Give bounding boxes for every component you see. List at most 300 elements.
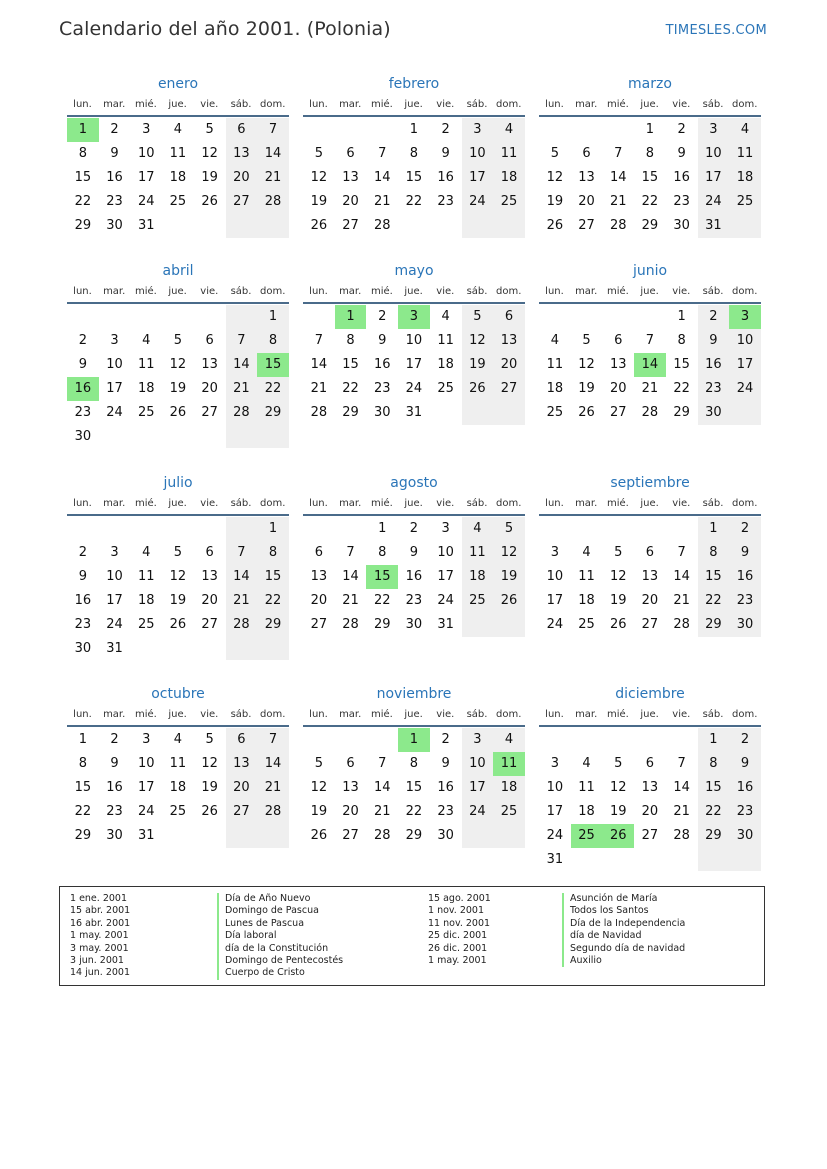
legend-dates-left: [70, 893, 130, 980]
weekday-label: jue.: [404, 709, 423, 720]
legend-date: 15 abr. 2001: [70, 905, 131, 917]
holiday-day: 25: [571, 824, 603, 848]
day-cell: 26: [310, 217, 328, 233]
day-cell: 21: [233, 380, 250, 396]
weekday-label: sáb.: [702, 99, 724, 110]
day-cell: 23: [106, 193, 123, 209]
header-rule: [303, 115, 525, 117]
day-cell: 24: [469, 803, 486, 819]
day-cell: 30: [437, 827, 454, 843]
day-cell: 25: [736, 193, 754, 209]
day-cell: 5: [314, 145, 323, 161]
weekday-label: dom.: [495, 709, 522, 720]
day-cell: 21: [264, 779, 282, 795]
day-cell: 16: [437, 779, 454, 795]
day-cell: 16: [736, 568, 754, 584]
day-cell: 25: [137, 616, 155, 632]
weekday-label: jue.: [404, 99, 423, 110]
day-cell: 17: [705, 169, 722, 185]
weekday-label: mié.: [134, 498, 157, 509]
day-cell: 13: [609, 356, 627, 372]
page-title: Calendario del año 2001. (Polonia): [59, 18, 391, 40]
weekday-label: vie.: [200, 286, 219, 297]
day-cell: 3: [110, 544, 119, 560]
day-cell: 31: [437, 616, 454, 632]
header-rule: [539, 115, 761, 117]
day-cell: 19: [169, 380, 187, 396]
day-cell: 21: [641, 380, 659, 396]
day-cell: 1: [378, 521, 387, 536]
day-cell: 22: [705, 803, 722, 819]
day-cell: 25: [437, 380, 454, 396]
legend-date: 1 nov. 2001: [428, 905, 484, 917]
day-cell: 24: [405, 380, 423, 396]
day-cell: 8: [709, 544, 718, 560]
day-cell: 14: [373, 779, 391, 795]
day-cell: 13: [342, 169, 359, 185]
weekday-label: mar.: [339, 709, 362, 720]
day-cell: 19: [609, 592, 627, 608]
day-cell: 13: [310, 568, 328, 584]
weekday-label: dom.: [259, 99, 286, 110]
day-cell: 10: [546, 779, 564, 795]
day-cell: 23: [74, 404, 92, 420]
day-cell: 18: [137, 592, 155, 608]
day-cell: 23: [673, 193, 690, 209]
day-cell: 27: [342, 827, 359, 843]
day-cell: 2: [378, 309, 387, 324]
day-cell: 26: [169, 404, 187, 420]
day-cell: 15: [264, 568, 282, 584]
holiday-day: 3: [729, 305, 761, 329]
day-cell: 11: [578, 568, 595, 584]
day-cell: 3: [110, 332, 119, 348]
weekday-label: mié.: [606, 709, 629, 720]
weekday-label: sáb.: [230, 498, 252, 509]
day-cell: 2: [677, 122, 686, 137]
day-cell: 19: [546, 193, 564, 209]
day-cell: 10: [106, 568, 123, 584]
day-cell: 12: [469, 332, 486, 348]
day-cell: 6: [645, 755, 655, 771]
day-cell: 21: [233, 592, 250, 608]
day-cell: 24: [546, 616, 564, 632]
day-cell: 16: [106, 169, 123, 185]
day-cell: 28: [641, 404, 659, 420]
day-cell: 16: [74, 592, 92, 608]
day-cell: 10: [437, 544, 454, 560]
weekday-label: jue.: [640, 498, 659, 509]
day-cell: 19: [578, 380, 595, 396]
day-cell: 18: [578, 592, 595, 608]
weekday-label: vie.: [436, 498, 455, 509]
day-grid: [539, 728, 761, 872]
day-cell: 12: [578, 356, 595, 372]
weekday-label: mié.: [134, 709, 157, 720]
day-cell: 2: [78, 544, 87, 560]
day-cell: 28: [264, 193, 282, 209]
day-cell: 23: [106, 803, 123, 819]
weekday-label: jue.: [404, 286, 423, 297]
legend-date: 11 nov. 2001: [428, 917, 491, 929]
header-rule: [67, 514, 289, 516]
day-cell: 14: [342, 568, 359, 584]
day-cell: 9: [441, 145, 450, 161]
day-cell: 31: [405, 404, 423, 420]
day-cell: 11: [437, 332, 454, 348]
day-cell: 29: [673, 404, 690, 420]
day-cell: 14: [233, 568, 250, 584]
day-cell: 17: [469, 169, 486, 185]
weekday-label: vie.: [436, 709, 455, 720]
weekday-label: lun.: [545, 99, 564, 110]
weekday-label: lun.: [73, 498, 92, 509]
header-rule: [303, 302, 525, 304]
day-cell: 2: [78, 332, 87, 348]
day-cell: 3: [473, 122, 482, 137]
day-cell: 25: [169, 193, 187, 209]
day-cell: 17: [106, 592, 123, 608]
day-cell: 11: [137, 356, 155, 372]
holiday-day: 1: [67, 118, 99, 142]
day-cell: 9: [409, 544, 419, 560]
day-cell: 18: [736, 169, 754, 185]
day-cell: 24: [106, 404, 123, 420]
weekday-header: [539, 704, 761, 725]
day-cell: 22: [74, 193, 92, 209]
day-cell: 12: [546, 169, 564, 185]
day-cell: 26: [469, 380, 486, 396]
weekday-header: [67, 704, 289, 725]
day-cell: 10: [469, 755, 486, 771]
day-cell: 27: [641, 616, 659, 632]
day-cell: 14: [373, 169, 391, 185]
weekday-label: mar.: [339, 498, 362, 509]
day-cell: 10: [137, 755, 155, 771]
day-cell: 1: [645, 122, 655, 137]
day-cell: 28: [342, 616, 359, 632]
day-cell: 7: [268, 122, 278, 137]
legend-holiday-name: Domingo de Pentecostés: [217, 955, 343, 967]
day-grid: [67, 517, 289, 661]
day-cell: 18: [469, 568, 486, 584]
day-cell: 18: [578, 803, 595, 819]
day-cell: 13: [578, 169, 595, 185]
day-cell: 14: [264, 145, 282, 161]
legend-dates-right: [428, 893, 491, 967]
day-cell: 5: [205, 122, 214, 137]
weekday-header: [539, 94, 761, 115]
day-cell: 1: [268, 309, 278, 324]
day-cell: 11: [137, 568, 155, 584]
legend-names-right: [562, 893, 685, 967]
day-cell: 26: [201, 803, 218, 819]
month-name: marzo: [628, 76, 672, 92]
weekday-label: dom.: [495, 286, 522, 297]
day-cell: 20: [578, 193, 595, 209]
weekday-label: mar.: [339, 99, 362, 110]
day-cell: 16: [405, 568, 423, 584]
day-cell: 27: [310, 616, 328, 632]
day-cell: 9: [740, 544, 750, 560]
day-cell: 30: [74, 640, 92, 656]
holiday-day: 11: [493, 752, 525, 776]
month-name: diciembre: [615, 686, 685, 702]
day-cell: 20: [342, 193, 359, 209]
day-cell: 6: [346, 145, 355, 161]
legend-holiday-name: Segundo día de navidad: [562, 943, 685, 955]
day-cell: 27: [609, 404, 627, 420]
month-name: mayo: [394, 263, 434, 279]
day-cell: 13: [641, 779, 659, 795]
day-cell: 5: [173, 332, 183, 348]
day-cell: 1: [677, 309, 686, 324]
day-cell: 27: [233, 803, 250, 819]
day-cell: 29: [405, 827, 423, 843]
day-cell: 31: [137, 217, 155, 233]
day-cell: 7: [268, 732, 278, 747]
day-cell: 13: [233, 755, 250, 771]
holiday-day: 16: [67, 377, 99, 401]
day-cell: 15: [673, 356, 690, 372]
day-grid: [539, 305, 761, 449]
day-cell: 17: [546, 592, 564, 608]
day-cell: 5: [314, 755, 323, 771]
day-cell: 16: [705, 356, 722, 372]
day-cell: 30: [373, 404, 391, 420]
day-cell: 5: [614, 544, 623, 560]
day-cell: 23: [373, 380, 391, 396]
day-cell: 12: [609, 568, 627, 584]
weekday-label: vie.: [200, 498, 219, 509]
day-cell: 20: [201, 380, 218, 396]
day-cell: 18: [169, 169, 187, 185]
weekday-label: lun.: [309, 286, 328, 297]
day-cell: 9: [78, 356, 87, 372]
legend-holiday-name: Día de la Independencia: [562, 918, 685, 930]
day-cell: 14: [673, 779, 690, 795]
day-cell: 25: [469, 592, 486, 608]
day-cell: 14: [233, 356, 250, 372]
day-grid: [67, 118, 289, 262]
legend-date: 1 may. 2001: [428, 955, 487, 967]
weekday-label: dom.: [731, 498, 758, 509]
day-cell: 2: [110, 732, 119, 747]
day-cell: 31: [137, 827, 155, 843]
day-cell: 27: [578, 217, 595, 233]
day-cell: 4: [142, 332, 151, 348]
day-cell: 6: [645, 544, 655, 560]
legend-holiday-name: Asunción de María: [562, 893, 685, 905]
day-cell: 30: [673, 217, 690, 233]
weekday-label: dom.: [731, 99, 758, 110]
day-cell: 28: [233, 404, 250, 420]
weekday-label: mar.: [103, 709, 126, 720]
day-cell: 6: [237, 122, 246, 137]
header-rule: [539, 302, 761, 304]
day-cell: 19: [609, 803, 627, 819]
weekday-label: vie.: [672, 709, 691, 720]
day-grid: [303, 305, 525, 449]
day-cell: 8: [409, 145, 419, 161]
day-cell: 18: [500, 169, 518, 185]
day-cell: 5: [473, 309, 482, 324]
day-cell: 7: [237, 332, 246, 348]
day-cell: 28: [310, 404, 328, 420]
day-cell: 16: [373, 356, 391, 372]
month-name: agosto: [390, 475, 438, 491]
day-cell: 6: [582, 145, 591, 161]
day-cell: 10: [106, 356, 123, 372]
weekday-label: mar.: [575, 709, 598, 720]
day-cell: 28: [673, 616, 690, 632]
weekday-label: mar.: [575, 99, 598, 110]
legend-holiday-name: Lunes de Pascua: [217, 918, 343, 930]
day-cell: 20: [310, 592, 328, 608]
day-cell: 11: [169, 145, 187, 161]
day-cell: 15: [74, 779, 92, 795]
day-cell: 9: [110, 755, 119, 771]
legend-holiday-name: Todos los Santos: [562, 905, 685, 917]
weekday-label: sáb.: [702, 498, 724, 509]
month-name: julio: [163, 475, 193, 491]
day-cell: 20: [641, 592, 659, 608]
day-cell: 2: [110, 122, 119, 137]
weekday-label: mar.: [103, 99, 126, 110]
day-cell: 21: [373, 803, 391, 819]
weekday-label: sáb.: [466, 498, 488, 509]
day-cell: 16: [673, 169, 690, 185]
weekday-label: lun.: [545, 709, 564, 720]
brand-link[interactable]: TIMESLES.COM: [665, 23, 767, 38]
day-cell: 4: [582, 544, 591, 560]
legend-date: 3 may. 2001: [70, 942, 129, 954]
day-cell: 17: [469, 779, 486, 795]
day-cell: 26: [169, 616, 187, 632]
day-cell: 7: [378, 145, 387, 161]
day-cell: 4: [582, 755, 591, 771]
holiday-day: 14: [634, 353, 666, 377]
legend-date: 26 dic. 2001: [428, 942, 488, 954]
day-grid: [67, 728, 289, 872]
day-cell: 18: [546, 380, 564, 396]
day-cell: 9: [441, 755, 450, 771]
day-cell: 2: [740, 521, 750, 536]
weekday-label: mié.: [370, 709, 393, 720]
day-grid: [303, 118, 525, 262]
day-cell: 29: [705, 616, 722, 632]
weekday-label: mié.: [606, 286, 629, 297]
day-cell: 12: [169, 356, 187, 372]
month-name: junio: [632, 263, 668, 279]
weekday-label: mié.: [134, 99, 157, 110]
day-cell: 24: [137, 803, 155, 819]
day-cell: 15: [74, 169, 92, 185]
weekday-label: sáb.: [702, 709, 724, 720]
day-cell: 20: [500, 356, 518, 372]
day-cell: 11: [500, 145, 518, 161]
legend-holiday-name: Día laboral: [217, 930, 343, 942]
weekday-label: jue.: [640, 709, 659, 720]
day-cell: 24: [469, 193, 486, 209]
month-name: abril: [162, 263, 194, 279]
day-cell: 9: [740, 755, 750, 771]
day-cell: 8: [409, 755, 419, 771]
weekday-label: sáb.: [466, 286, 488, 297]
day-cell: 25: [500, 803, 518, 819]
day-cell: 10: [137, 145, 155, 161]
legend-date: 14 jun. 2001: [70, 967, 131, 979]
day-cell: 23: [736, 592, 754, 608]
day-cell: 15: [405, 169, 423, 185]
day-cell: 19: [201, 779, 218, 795]
weekday-header: [67, 94, 289, 115]
weekday-label: dom.: [495, 498, 522, 509]
day-cell: 26: [546, 217, 564, 233]
day-cell: 29: [705, 827, 722, 843]
weekday-label: dom.: [731, 286, 758, 297]
day-cell: 23: [74, 616, 92, 632]
weekday-label: lun.: [545, 286, 564, 297]
day-cell: 2: [441, 732, 450, 747]
day-cell: 21: [310, 380, 328, 396]
weekday-label: dom.: [259, 286, 286, 297]
day-cell: 22: [373, 592, 391, 608]
day-cell: 29: [74, 827, 92, 843]
day-grid: [303, 517, 525, 661]
header-rule: [303, 725, 525, 727]
day-cell: 29: [342, 404, 359, 420]
header-rule: [539, 514, 761, 516]
day-cell: 23: [405, 592, 423, 608]
weekday-header: [303, 281, 525, 302]
legend-holiday-name: Día de Año Nuevo: [217, 893, 343, 905]
month-noviembre: [303, 682, 525, 872]
day-cell: 12: [310, 169, 328, 185]
day-cell: 22: [405, 803, 423, 819]
day-cell: 7: [645, 332, 655, 348]
day-cell: 9: [110, 145, 119, 161]
day-cell: 30: [106, 217, 123, 233]
day-cell: 19: [201, 169, 218, 185]
day-cell: 28: [373, 217, 391, 233]
day-cell: 16: [106, 779, 123, 795]
weekday-label: sáb.: [230, 286, 252, 297]
day-cell: 4: [173, 732, 183, 747]
holiday-day: 26: [602, 824, 634, 848]
legend-holiday-name: Auxilio: [562, 955, 685, 967]
day-cell: 11: [469, 544, 486, 560]
weekday-header: [303, 94, 525, 115]
day-cell: 14: [609, 169, 627, 185]
day-cell: 4: [142, 544, 151, 560]
day-cell: 28: [673, 827, 690, 843]
day-cell: 7: [237, 544, 246, 560]
month-julio: [67, 471, 289, 661]
day-cell: 20: [233, 169, 250, 185]
day-cell: 14: [310, 356, 328, 372]
day-cell: 3: [550, 544, 559, 560]
day-cell: 17: [137, 779, 155, 795]
weekday-label: sáb.: [466, 99, 488, 110]
day-cell: 28: [233, 616, 250, 632]
day-cell: 24: [705, 193, 722, 209]
day-cell: 17: [437, 568, 454, 584]
day-cell: 29: [373, 616, 391, 632]
weekday-label: jue.: [404, 498, 423, 509]
weekday-label: vie.: [200, 99, 219, 110]
legend-date: 25 dic. 2001: [428, 930, 488, 942]
